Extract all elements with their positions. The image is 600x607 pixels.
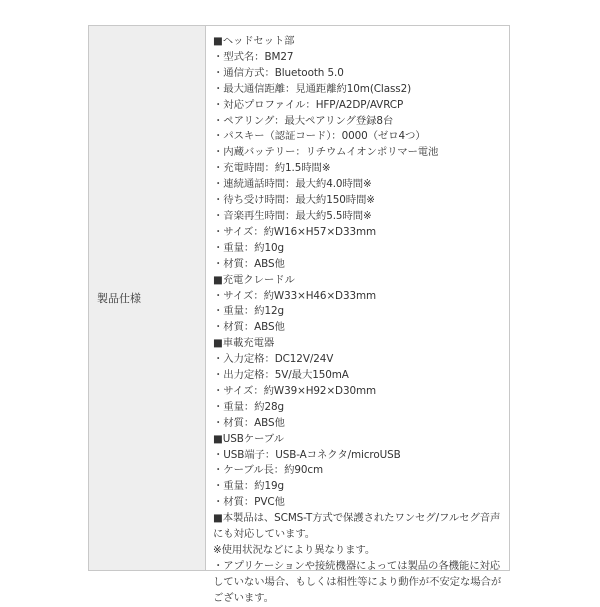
spec-line: ・重量：約12g — [213, 305, 284, 318]
spec-line: ■USBケーブル — [213, 432, 284, 445]
spec-line: ・重量：約19g — [213, 480, 284, 493]
spec-value-cell — [206, 26, 509, 604]
spec-note: ■本製品は、SCMS-T方式で保護されたワンセグ/フルセグ音声にも対応しています。 — [213, 512, 501, 541]
spec-line: ・充電時間：約1.5時間※ — [213, 162, 331, 175]
spec-note: ・アプリケーションや接続機器によっては製品の各機能に対応していない場合、もしくは相性等により動作が不安定な場合がございます。 — [213, 559, 502, 604]
spec-line: ・サイズ：約W33×H46×D33mm — [213, 289, 377, 302]
spec-line: ・内蔵バッテリー：リチウムイオンポリマー電池 — [213, 146, 439, 159]
spec-line: ・USB端子：USB-Aコネクタ/microUSB — [213, 448, 401, 461]
spec-line: ・出力定格：5V/最大150mA — [213, 369, 349, 382]
spec-line: ・最大通信距離：見通距離約10m(Class2) — [213, 82, 412, 95]
spec-line: ・通信方式：Bluetooth 5.0 — [213, 66, 344, 79]
spec-line: ・型式名：BM27 — [213, 50, 294, 63]
spec-line: ・材質：ABS他 — [213, 257, 285, 270]
spec-line: ■ヘッドセット部 — [213, 35, 295, 47]
spec-line: ・入力定格：DC12V/24V — [213, 353, 334, 366]
spec-label-cell — [89, 26, 206, 570]
spec-line: ・サイズ：約W39×H92×D30mm — [213, 384, 377, 397]
spec-line: ■車載充電器 — [213, 337, 275, 350]
spec-line: ・パスキー（認証コード）：0000（ゼロ4つ） — [213, 130, 426, 143]
spec-line: ・ペアリング：最大ペアリング登録8台 — [213, 114, 394, 127]
spec-line: ・サイズ：約W16×H57×D33mm — [213, 225, 377, 238]
spec-line: ・ケーブル長：約90cm — [213, 464, 324, 477]
spec-line: ・重量：約28g — [213, 400, 284, 413]
spec-note: ※使用状況などにより異なります。 — [213, 544, 376, 556]
spec-line: ・連続通話時間：最大約4.0時間※ — [213, 178, 372, 191]
spec-line: ・対応プロファイル：HFP/A2DP/AVRCP — [213, 98, 404, 111]
spec-line: ・音楽再生時間：最大約5.5時間※ — [213, 209, 372, 222]
spec-line: ・材質：ABS他 — [213, 321, 285, 334]
spec-line: ・重量：約10g — [213, 241, 284, 254]
spec-line: ・材質：ABS他 — [213, 416, 285, 429]
spec-line: ■充電クレードル — [213, 273, 295, 286]
spec-label: 製品仕様 — [97, 292, 141, 305]
spec-line: ・材質：PVC他 — [213, 496, 285, 509]
spec-table — [88, 25, 510, 604]
spec-line: ・待ち受け時間：最大約150時間※ — [213, 194, 375, 207]
